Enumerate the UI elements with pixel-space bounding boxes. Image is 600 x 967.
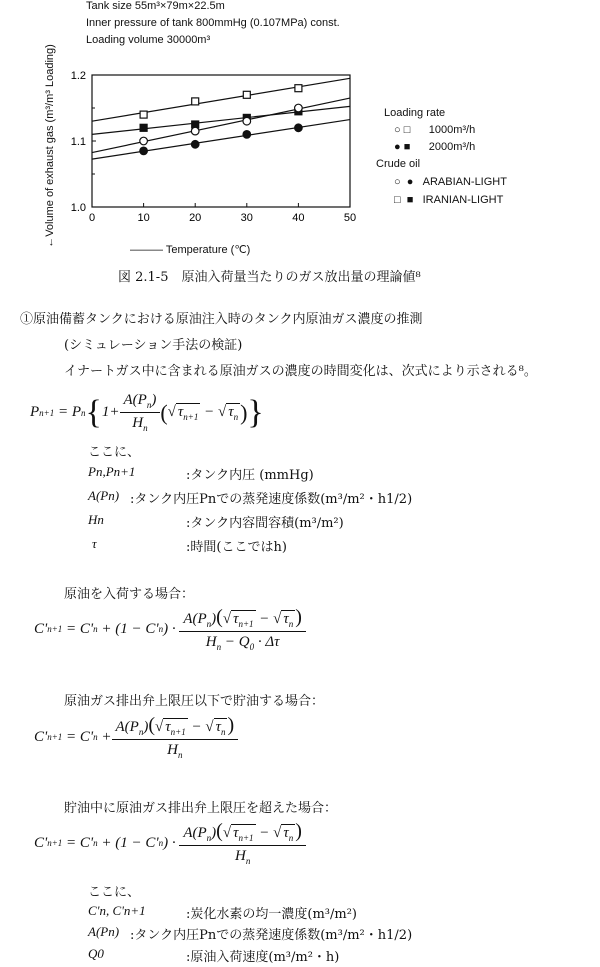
equation-pressure: P n+1 = P n { 1+ $\frac{A(P_n)}{H_n}$ ( √ $\tau_{n+1}$ − √ $\tau_n$ ) } — [30, 392, 264, 433]
def5-symbol: C'n, C'n+1 — [88, 903, 146, 918]
def6-symbol: A(Pn) — [88, 924, 120, 939]
equation-case2: C' n+1 = C' n + $\frac{A(P_n)(√ \tau_{n+1} - √ \tau_n )}{H_n}$ — [34, 714, 238, 760]
x-tick-label: 0 — [88, 212, 96, 224]
def7-symbol: Q0 — [88, 946, 104, 961]
x-tick-label: 10 — [137, 212, 150, 224]
legend-crude-iranian — [394, 194, 503, 206]
def7-desc: :原油入荷速度(m³/m²・h) — [186, 950, 340, 965]
def5-desc: :炭化水素の均一濃度(m³/m²) — [186, 907, 357, 922]
filled-square-marker-icon: ■ — [406, 194, 414, 206]
equation-case3: C' n+1 = C' n + (1 − C' n ) · $\frac{A(P_n)(√ \tau_{n+1} - √ \tau_n )}{H_n}$ — [34, 820, 306, 866]
open-square-marker-icon: □ — [394, 194, 401, 206]
def3-symbol: Hn — [88, 512, 104, 527]
data-point-open-circle — [243, 117, 251, 125]
legend-loading-rate-title: Loading rate — [384, 107, 446, 119]
legend-rate-2000 — [394, 141, 475, 153]
case1-heading: 原油を入荷する場合： — [64, 587, 195, 602]
open-circle-marker-icon: ○ — [394, 124, 401, 136]
def6-desc: :タンク内圧Pnでの蒸発速度係数(m³/m²・h1/2) — [130, 928, 413, 943]
chart-header-pressure: Inner pressure of tank 800mmHg (0.107MPa) const. — [86, 17, 340, 29]
plot-frame — [92, 75, 350, 207]
data-point-filled-circle — [140, 147, 148, 155]
legend-crude-arabian — [394, 176, 507, 188]
data-point-open-square — [192, 98, 199, 105]
legend-crude-title: Crude oil — [376, 158, 421, 170]
section-subheading: (シミュレーション手法の検証) — [64, 338, 243, 353]
y-tick-label: 1.1 — [70, 136, 86, 148]
open-square-marker-icon: □ — [403, 124, 411, 136]
open-circle-marker-icon: ○ — [394, 176, 401, 188]
filled-square-marker-icon: ■ — [403, 141, 411, 153]
legend-crude1-label: ARABIAN-LIGHT — [422, 176, 507, 188]
data-point-filled-square — [140, 124, 147, 131]
filled-circle-marker-icon: ● — [406, 176, 414, 188]
where1-label: ここに、 — [88, 445, 141, 460]
x-tick-label: 50 — [343, 212, 357, 224]
y-tick-label: 1.2 — [70, 70, 86, 82]
figure-caption: 図 2.1-5 原油入荷量当たりのガス放出量の理論値⁸ — [118, 270, 421, 285]
def2-symbol: A(Pn) — [88, 488, 120, 503]
y-tick-label: 1.0 — [70, 202, 86, 214]
case3-heading: 貯油中に原油ガス排出弁上限圧を超えた場合： — [64, 801, 338, 816]
legend-rate2-label: 2000m³/h — [428, 141, 476, 153]
def1-symbol: Pn,Pn+1 — [88, 464, 136, 479]
case2-heading: 原油ガス排出弁上限圧以下で貯油する場合： — [64, 694, 325, 709]
def1-desc: :タンク内圧 (mmHg) — [186, 468, 314, 483]
x-tick-label: 30 — [240, 212, 253, 224]
def4-symbol: τ — [92, 536, 97, 551]
legend-crude2-label: IRANIAN-LIGHT — [422, 194, 504, 206]
y-axis-label: ←Volume of exhaust gas (m³/m³ Loading) — [44, 44, 56, 248]
section-intro: イナートガス中に含まれる原油ガスの濃度の時間変化は、次式により示される⁸。 — [64, 364, 537, 379]
data-point-open-circle — [191, 127, 199, 135]
data-point-open-square — [140, 111, 147, 118]
chart-header-volume: Loading volume 30000m³ — [86, 34, 211, 46]
data-point-filled-circle — [191, 141, 199, 149]
data-point-open-square — [295, 85, 302, 92]
exhaust-gas-chart — [0, 40, 600, 265]
section-heading: ①原油備蓄タンクにおける原油注入時のタンク内原油ガス濃度の推測 — [20, 312, 423, 327]
data-point-open-circle — [140, 137, 148, 145]
where2-label: ここに、 — [88, 885, 141, 900]
series-line — [92, 78, 350, 121]
def2-desc: :タンク内圧Pnでの蒸発速度係数(m³/m²・h1/2) — [130, 492, 413, 507]
data-point-open-square — [243, 91, 250, 98]
equation-case1: C' n+1 = C' n + (1 − C' n ) · $\frac{A(P_n)(√ \tau_{n+1} - √ \tau_n )}{H_n - Q_0 \cdot \Delta\tau}$ — [34, 606, 306, 652]
legend-rate-1000 — [394, 124, 475, 136]
data-point-open-circle — [295, 104, 303, 112]
chart-header-size: Tank size 55m³×79m×22.5m — [86, 0, 225, 12]
x-tick-label: 40 — [292, 212, 305, 224]
data-point-filled-circle — [295, 124, 303, 132]
def4-desc: :時間(ここではh) — [186, 540, 287, 555]
def3-desc: :タンク内容間容積(m³/m²) — [186, 516, 344, 531]
x-axis-label: ——— Temperature (℃) — [130, 244, 251, 256]
series-line — [92, 106, 350, 134]
x-tick-label: 20 — [189, 212, 202, 224]
data-point-filled-circle — [243, 131, 251, 139]
filled-circle-marker-icon: ● — [394, 141, 401, 153]
legend-rate1-label: 1000m³/h — [428, 124, 476, 136]
